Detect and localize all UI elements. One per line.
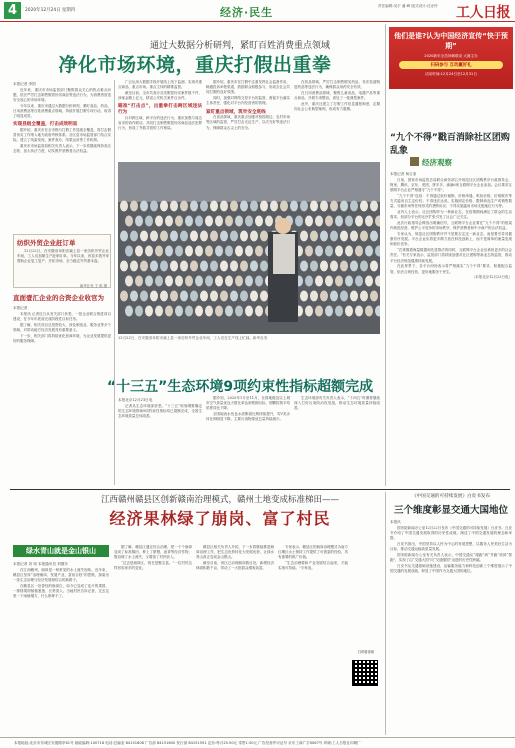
- brief-credit: 新华社发 王 彪 摄: [80, 284, 107, 288]
- yarn-spool: [335, 216, 343, 227]
- paragraph: “过去是崩岗区，现在是聚宝盆。”一位村民这样形容家乡的变化。: [114, 561, 192, 571]
- yarn-spool: [190, 261, 198, 272]
- yarn-spool: [160, 261, 168, 272]
- yarn-spool: [325, 216, 333, 227]
- yarn-spool: [320, 201, 328, 212]
- yarn-spool: [175, 306, 183, 317]
- paragraph: 近年来，重庆市市场监管部门聚焦群众关心的热点难点问题，依法严厉打击制售假冒伪劣商品等违法行为，为消费者营造安全放心的市场环境。: [13, 87, 111, 102]
- yarn-spool: [125, 276, 133, 287]
- column-label: 经济观察: [422, 158, 452, 167]
- yarn-spool: [365, 246, 373, 257]
- yarn-spool: [240, 291, 248, 302]
- paragraph: 本报讯 记者近日从有关部门获悉，一批企业联合推进项目建设，在今年年底前完成阶段性目标任务。: [13, 311, 111, 321]
- yarn-spool: [370, 291, 378, 302]
- mid-story-column-3: [294, 396, 380, 484]
- yarn-spool: [185, 276, 193, 287]
- section-divider: [10, 489, 510, 490]
- yarn-spool: [135, 246, 143, 257]
- yarn-spool: [215, 216, 223, 227]
- yarn-spool: [130, 291, 138, 302]
- yarn-spool: [205, 246, 213, 257]
- bottom-story-byline: 本报记者 刘 颂 本报通讯员 刘继东: [13, 562, 68, 566]
- promo-title: 他们是谁?认为中国经济宣传“快于预期”: [394, 32, 508, 50]
- yarn-spool: [260, 261, 268, 272]
- column-divider: [114, 80, 115, 485]
- yarn-spool: [145, 306, 153, 317]
- yarn-spool: [195, 306, 203, 317]
- yarn-spool: [165, 306, 173, 317]
- yarn-spool: [355, 246, 363, 257]
- yarn-spool: [225, 276, 233, 287]
- yarn-spool: [225, 306, 233, 317]
- yarn-spool: [300, 291, 308, 302]
- mid-story-headline: “十三五”生态环境9项约束性指标超额完成: [106, 379, 374, 395]
- yarn-spool: [255, 306, 263, 317]
- yarn-spool: [245, 216, 253, 227]
- textile-factory-photo: [118, 162, 380, 334]
- top-story-column-2: [118, 80, 202, 160]
- top-story-headline: 净化市场环境，重庆打假出重拳: [58, 54, 332, 76]
- yarn-spool: [355, 306, 363, 317]
- yarn-spool: [145, 246, 153, 257]
- paragraph: 在药品领域，严厉打击制售假劣药品、非法渠道购进药品等违法行为，确保群众用药安全有效。: [294, 80, 380, 90]
- bottom-story-column-3: [196, 545, 274, 733]
- yarn-spool: [150, 291, 158, 302]
- yarn-spool: [230, 201, 238, 212]
- yarn-spool: [325, 306, 333, 317]
- side-bottom-headline: 三个维度彰显交通大国地位: [393, 505, 508, 516]
- yarn-spool: [255, 276, 263, 287]
- yarn-spool: [125, 216, 133, 227]
- yarn-spool: [120, 231, 128, 242]
- yarn-spool: [230, 291, 238, 302]
- paragraph: 生态环境部有关负责人表示，“十四五”时期将继续深入打好污染防治攻坚战，推动生态环境质量持续改善。: [294, 396, 380, 411]
- paragraph: 白皮书指出，中国坚持以人民为中心的发展思想，以服务人民美好生活为目标，推动交通运输高质量发展。: [390, 541, 512, 551]
- paragraph: 下一步，相关部门将持续优化营商环境，为企业发展提供更好的服务保障。: [13, 333, 111, 343]
- yarn-spool: [260, 231, 268, 242]
- yarn-spool: [210, 231, 218, 242]
- yarn-spool: [215, 246, 223, 257]
- yarn-spool: [185, 246, 193, 257]
- yarn-spool: [140, 201, 148, 212]
- yarn-spool: [150, 231, 158, 242]
- yarn-spool: [235, 246, 243, 257]
- yarn-spool: [140, 231, 148, 242]
- yarn-spool: [190, 201, 198, 212]
- subheading: 紧盯重点领域，筑牢安全底线: [206, 109, 266, 115]
- yarn-spool: [350, 231, 358, 242]
- column-logo-icon: [410, 157, 419, 166]
- yarn-spool: [120, 201, 128, 212]
- yarn-spool: [300, 201, 308, 212]
- yarn-spool: [195, 216, 203, 227]
- yarn-spool: [260, 291, 268, 302]
- section-title: 经济·民生: [220, 6, 274, 19]
- qr-caption: 扫码看视频: [358, 650, 374, 654]
- yarn-spool: [315, 306, 323, 317]
- yarn-spool: [130, 231, 138, 242]
- promo-banner[interactable]: [389, 27, 513, 89]
- bottom-story-headline: 经济果林绿了崩岗、富了村民: [109, 509, 331, 528]
- yarn-spool: [150, 261, 158, 272]
- yarn-spool: [340, 231, 348, 242]
- paragraph: 在食品领域，重庆重点加强对校园周边、农村市场等区域的监管，严厉打击无证生产、以次充好等违法行为，保障群众舌尖上的安全。: [206, 115, 290, 130]
- yarn-spool: [245, 276, 253, 287]
- yarn-spool: [175, 216, 183, 227]
- page-footer: 本报地址:北京市东城区安德路甲61号 邮政编码:100718 电话:总编室 84151608 广告部 84151600 发行部 84151591 定价:每月25.50元 零售1.50元 广告经营许可证号 京东工商广字0067号 印刷:工人日报社印刷厂: [0, 737, 515, 748]
- paragraph: 此次行政指导会释放出明确信号，互联网平台企业要在“九个不得”的框架内规范经营，维护公平竞争的市场秩序，保护消费者和中小商户的合法权益。: [390, 221, 512, 231]
- yarn-spool: [330, 291, 338, 302]
- side-bottom-body: [390, 518, 512, 734]
- yarn-spool: [250, 231, 258, 242]
- yarn-spool: [200, 231, 208, 242]
- top-story-column-3: [206, 80, 290, 160]
- yarn-spool: [155, 216, 163, 227]
- yarn-spool: [355, 276, 363, 287]
- yarn-spool: [195, 246, 203, 257]
- yarn-spool: [170, 231, 178, 242]
- top-story-byline: 本报记者 李国: [13, 82, 36, 86]
- yarn-spool: [165, 216, 173, 227]
- paragraph: 据了解，赣县区通过综合治理，把一个个崩岗变成了标准梯田，种上了脐橙、油茶等经济作物，既治理了水土流失，又增加了村民收入。: [114, 545, 192, 560]
- yarn-spool: [315, 216, 323, 227]
- paragraph: 白皮书从交通基础设施建设、运输服务能力和科技创新三个维度展示了中国交通的发展成就，彰显了中国作为交通大国的地位。: [390, 563, 512, 573]
- yarn-spool: [245, 246, 253, 257]
- sidebar-headline: “九个不得”戳百消除社区团购乱象: [390, 133, 510, 156]
- yarn-spool: [235, 306, 243, 317]
- paragraph: 全国地表水优良水质断面比例持续提升，劣Ⅴ类水体比例明显下降，主要污染物排放总量持续减少。: [206, 412, 290, 422]
- paragraph: 广泛运用大数据手段开展线上线下监测，实现对重点商品、重点市场、重点主体的精准监管。: [118, 80, 202, 90]
- yarn-spool: [120, 261, 128, 272]
- yarn-spool: [205, 306, 213, 317]
- brief-body: [17, 249, 109, 283]
- yarn-spool: [120, 291, 128, 302]
- yarn-spool: [350, 201, 358, 212]
- yarn-spool: [350, 261, 358, 272]
- bottom-story-column-4: [278, 545, 348, 733]
- yarn-spool: [355, 216, 363, 227]
- yarn-spool: [350, 291, 358, 302]
- yarn-spool: [370, 201, 378, 212]
- yarn-spool: [210, 201, 218, 212]
- yarn-spool: [225, 246, 233, 257]
- yarn-spool: [155, 306, 163, 317]
- paragraph: 业内人士表示，社区团购作为一种新业态，在疫情期间满足了群众的生活需求，但部分平台的无序扩张引发了社会广泛关注。: [390, 210, 512, 220]
- yarn-spool: [345, 246, 353, 257]
- yarn-spool: [310, 201, 318, 212]
- paragraph: “在掌握着海量数据和先进算法的同时，互联网平台企业应承担更多的社会责任。”有关专家表示，监管部门将持续加强对社区团购等新业态的监管，推动平台经济规范健康持续发展。: [390, 248, 512, 263]
- yarn-spool: [205, 276, 213, 287]
- yarn-spool: [305, 246, 313, 257]
- paragraph: 赣县区相关负责人介绍，下一步将继续推进崩岗治理工作，把生态优势转化为发展优势，让绿水青山真正变成金山银山。: [196, 545, 274, 560]
- yarn-spool: [335, 306, 343, 317]
- yarn-spool: [180, 291, 188, 302]
- yarn-spool: [365, 276, 373, 287]
- yarn-spool: [135, 276, 143, 287]
- yarn-spool: [180, 231, 188, 242]
- yarn-spool: [240, 201, 248, 212]
- yarn-spool: [130, 201, 138, 212]
- yarn-spool: [320, 231, 328, 242]
- paragraph: 截至目前，该区已治理崩岗数百处，新增经济林面积数千亩，带动了一大批群众增收致富。: [196, 561, 274, 571]
- yarn-spool: [135, 306, 143, 317]
- yarn-spool: [180, 261, 188, 272]
- promo-line-2: 活动时间:12月24日至12月31日: [425, 72, 477, 77]
- left-story-2-headline: 直面壹汇企业的合资企业收官为: [13, 294, 104, 302]
- side-bottom-byline: 本报讯: [390, 520, 401, 524]
- issue-date: 2020年12月24日 星期四: [25, 8, 76, 13]
- yarn-spool: [140, 261, 148, 272]
- yarn-spool: [170, 291, 178, 302]
- mid-story-column-2: [206, 396, 290, 484]
- page-header: [0, 0, 515, 22]
- yarn-spool: [160, 201, 168, 212]
- paragraph: 12月22日，在安徽省阜阳市颍上县一家纺织外贸企业车间，工人们加紧生产赶制订单。今年以来，该县多措并举帮助企业复工复产、开拓市场，全力稳定外贸基本盘。: [17, 249, 109, 264]
- yarn-spool: [325, 246, 333, 257]
- yarn-spool: [170, 261, 178, 272]
- yarn-spool: [170, 201, 178, 212]
- yarn-spool: [230, 231, 238, 242]
- page-number: 4: [4, 2, 21, 19]
- qr-code-icon[interactable]: [352, 660, 378, 686]
- yarn-spool: [265, 216, 273, 227]
- yarn-spool: [315, 276, 323, 287]
- column-divider: [385, 24, 386, 486]
- yarn-spool: [185, 306, 193, 317]
- paragraph: 国务院新闻办公室有关负责人表示，中国交通从“跟跑”到“并跑”再到“领跑”，实现了由“交通大国”向“交通强国”迈进的历史性跨越。: [390, 552, 512, 562]
- yarn-spool: [160, 291, 168, 302]
- paragraph: 据介绍，重庆市在全市推行打假工作县级全覆盖，将打击假冒伪劣工作纳入地方政府考核体系。各区县市场监管部门结合实际，建立了线索发现、案件查办、结果运用等工作机制。: [13, 128, 111, 143]
- yarn-spool: [295, 216, 303, 227]
- yarn-spool: [370, 231, 378, 242]
- yarn-spool: [310, 261, 318, 272]
- paragraph: 记者从生态环境部获悉，“十三五”规划纲要确定的生态环境领域9项约束性指标均已超额完成，全国生态环境质量总体改善。: [118, 403, 202, 418]
- paragraph: 针对跨区域、跨平台的违法行为，重庆加强与周边省市的协作联动，共同打击制售假冒伪劣商品违法犯罪行为，形成了齐抓共管的工作格局。: [118, 116, 202, 131]
- yarn-spool: [310, 231, 318, 242]
- photo-brief-box: [13, 234, 111, 288]
- paragraph: 此外，重庆还建立了打假工作信息通报制度，定期向社会公布典型案例，形成有力震慑。: [294, 102, 380, 112]
- yarn-spool: [305, 276, 313, 287]
- yarn-spool: [360, 261, 368, 272]
- yarn-spool: [150, 201, 158, 212]
- mid-story-column-1: [118, 396, 202, 484]
- yarn-spool: [190, 231, 198, 242]
- yarn-spool: [220, 261, 228, 272]
- yarn-spool: [340, 291, 348, 302]
- yarn-spool: [250, 201, 258, 212]
- paragraph: 据了解，相关项目总投资较大，涉及制造业、服务业等多个领域，对带动地方经济发展具有重要意义。: [13, 322, 111, 332]
- yarn-spool: [250, 261, 258, 272]
- side-bottom-kicker: 《中国交通的可持续发展》白皮书发布: [411, 494, 491, 499]
- yarn-spool: [195, 276, 203, 287]
- photo-caption: 12月22日，在安徽省阜阳市颍上县一家纺织外贸企业车间，工人们在生产线上忙碌。新华社发: [118, 336, 268, 340]
- yarn-spool: [320, 291, 328, 302]
- yarn-spool: [330, 261, 338, 272]
- yarn-spool: [225, 216, 233, 227]
- yarn-spool: [310, 291, 318, 302]
- yarn-spool: [200, 261, 208, 272]
- yarn-spool: [200, 291, 208, 302]
- yarn-spool: [370, 261, 378, 272]
- yarn-spool: [175, 276, 183, 287]
- yarn-spool: [165, 246, 173, 257]
- yarn-spool: [300, 261, 308, 272]
- yarn-spool: [280, 201, 288, 212]
- yarn-spool: [245, 306, 253, 317]
- top-story-column-4: [294, 80, 380, 160]
- yarn-spool: [255, 216, 263, 227]
- paragraph: 重庆市市场监管局相关负责人表示，下一步将继续保持高压态势，加大执法力度，切实维护消费者合法权益。: [13, 144, 111, 154]
- yarn-spool: [215, 306, 223, 317]
- paragraph: 截至目前，全市共查办各类假冒伪劣案件数千件，涉案金额上亿元，移送公安机关案件百余件。: [118, 91, 202, 101]
- yarn-spool: [200, 201, 208, 212]
- yarn-spool: [325, 276, 333, 287]
- subheading: 瞄准“打击点”，出重拳打击跨区域违法行为: [118, 104, 202, 116]
- yarn-spool: [235, 276, 243, 287]
- newspaper-logo: 工人日报: [456, 5, 510, 21]
- bottom-story-column-1: [13, 560, 109, 734]
- paragraph: 在此背景下，各平台纷纷表示将严格落实“九个不得”要求，积极配合监管，依法合规经营，更好地服务于民生。: [390, 264, 512, 274]
- yarn-spool: [190, 291, 198, 302]
- yarn-spool: [165, 276, 173, 287]
- promo-button[interactable]: 扫码参与 互动赢好礼: [399, 61, 503, 69]
- yarn-spool: [215, 276, 223, 287]
- editors-credit: 责任编辑:吴宇 潘 峰 版式设计:沈亦伶: [378, 4, 438, 8]
- yarn-spool: [125, 306, 133, 317]
- yarn-spool: [140, 291, 148, 302]
- left-story-2-byline: 本报记者: [13, 306, 28, 310]
- top-story-column-1: [13, 80, 111, 230]
- paragraph: 在日用消费品领域，聚焦儿童用品、电器产品等重点商品，开展专项整治，查处了一批典型案件。: [294, 91, 380, 101]
- paragraph: 专家认为，规范社区团购秩序并不是要否定这一新业态，而是要引导其健康有序发展。平台企业应将更多精力放在科技创新上，而不是简单的流量变现和低价竞争。: [390, 232, 512, 247]
- paragraph: 日前，国家市场监管总局联合商务部召开规范社区团购秩序行政指导会，阿里、腾讯、京东、美团、拼多多、滴滴6家互联网平台企业参加。会议要求互联网平台企业严格遵守“九个不得”。: [390, 177, 512, 192]
- yarn-spool: [360, 291, 368, 302]
- bottom-story-kicker: 江西赣州赣县区创新赣南治理模式，赣州土地变成标准梯田——: [100, 495, 339, 505]
- yarn-spool: [205, 216, 213, 227]
- yarn-spool: [160, 231, 168, 242]
- yarn-spool: [365, 306, 373, 317]
- yarn-spool: [145, 216, 153, 227]
- yarn-spools-illustration: [118, 162, 380, 334]
- yarn-spool: [345, 216, 353, 227]
- yarn-spool: [305, 216, 313, 227]
- sidebar-body: [390, 170, 512, 488]
- yarn-spool: [305, 306, 313, 317]
- paragraph: 国务院新闻办公室12月22日发布《中国交通的可持续发展》白皮书。白皮书介绍了中国交通发展取得的历史性成就，阐述了中国交通发展的理念和举措。: [390, 525, 512, 540]
- yarn-spool: [185, 216, 193, 227]
- paragraph: 专家表示，赣县区的崩岗治理模式为南方红壤区水土保持工作提供了可借鉴的经验，具有重要的推广价值。: [278, 545, 348, 560]
- yarn-spool: [210, 261, 218, 272]
- yarn-spool: [155, 276, 163, 287]
- paragraph: 在赣县区一处曾经的崩岗区，如今已变成了连片的果园，一排排果树郁郁葱葱，长势喜人。当地村民告诉记者，过去这里一下雨就塌方，什么都种不了。: [13, 583, 109, 599]
- yarn-spool: [290, 201, 298, 212]
- subheading: 实现县级全覆盖，打击成效明显: [13, 122, 78, 128]
- brief-title: 纺织外贸企业赶订单: [17, 239, 76, 247]
- yarn-spool: [315, 246, 323, 257]
- yarn-spool: [340, 261, 348, 272]
- paragraph: 在江西赣州，崩岗是一种常见的水土流失现象。近年来，赣县区坚持“治理崩岗、发展产业、富裕百姓”的思路，探索出一条生态治理与经济发展相结合的新路子。: [13, 567, 109, 582]
- yarn-spool: [320, 261, 328, 272]
- paragraph: 今年以来，重庆市通过大数据分析研判，紧盯食品、药品、日用消费品等百姓消费重点领域，持续开展打假专项行动，取得了明显成效。: [13, 103, 111, 119]
- yarn-spool: [220, 231, 228, 242]
- yarn-spool: [220, 291, 228, 302]
- yarn-spool: [240, 231, 248, 242]
- yarn-spool: [345, 276, 353, 287]
- sidebar-byline: 本报记者 杨召奎: [390, 172, 417, 176]
- yarn-spool: [180, 201, 188, 212]
- yarn-spool: [220, 201, 228, 212]
- yarn-spool: [210, 291, 218, 302]
- yarn-spool: [330, 231, 338, 242]
- yarn-spool: [360, 201, 368, 212]
- yarn-spool: [145, 276, 153, 287]
- paragraph: “生态治理要和产业发展结合起来，才能实现可持续。”专家说。: [278, 561, 348, 571]
- yarn-spool: [250, 291, 258, 302]
- bottom-story-column-2: [114, 545, 192, 733]
- column-divider: [385, 492, 386, 735]
- yarn-spool: [230, 261, 238, 272]
- yarn-spool: [365, 216, 373, 227]
- yarn-spool: [125, 246, 133, 257]
- sidebar-dateline: （本报北京12月23日电）: [471, 275, 512, 280]
- yarn-spool: [175, 246, 183, 257]
- yarn-spool: [360, 231, 368, 242]
- yarn-spool: [155, 246, 163, 257]
- yarn-spool: [260, 201, 268, 212]
- yarn-spool: [235, 216, 243, 227]
- yarn-spool: [135, 216, 143, 227]
- yarn-spool: [335, 246, 343, 257]
- yarn-spool: [300, 231, 308, 242]
- paragraph: 同时，加强对网络交易平台的监管，督促平台落实主体责任，强化对平台内经营者的管理。: [206, 96, 290, 106]
- yarn-spool: [340, 201, 348, 212]
- promo-line-1: 2020新年全员冲刺联动 大赛主办: [424, 54, 478, 58]
- yarn-spool: [345, 306, 353, 317]
- yarn-spool: [270, 201, 278, 212]
- paragraph: 据介绍，2020年1月至11月，全国地级及以上城市空气质量优良天数比率达到预期目标，细颗粒物平均浓度同比下降。: [206, 396, 290, 411]
- paragraph: 据介绍，重庆市在打假中注重发挥社会监督作用，畅通投诉举报渠道，鼓励群众积极参与，形成全社会共同打假的良好氛围。: [206, 80, 290, 95]
- economic-observation-label: [410, 156, 490, 167]
- yarn-spool: [240, 261, 248, 272]
- yarn-spool: [330, 201, 338, 212]
- top-story-kicker: 通过大数据分析研判，紧盯百姓消费重点领域: [149, 41, 330, 51]
- column-banner: 绿水青山就是金山银山: [13, 545, 109, 557]
- yarn-spool: [255, 246, 263, 257]
- paragraph: “九个不得”包括：不得通过低价倾销、价格串通、哄抬价格、价格欺诈等方式滥用自主定价权；不得违法达成、实施固定价格、限制商品生产或销售数量、分割市场等任何形式的垄断协议；不得实施滥用市场支配地位行为等。: [390, 193, 512, 209]
- yarn-spool: [335, 276, 343, 287]
- yarn-spool: [130, 261, 138, 272]
- mid-story-byline: 本报北京12月23日电: [118, 398, 153, 402]
